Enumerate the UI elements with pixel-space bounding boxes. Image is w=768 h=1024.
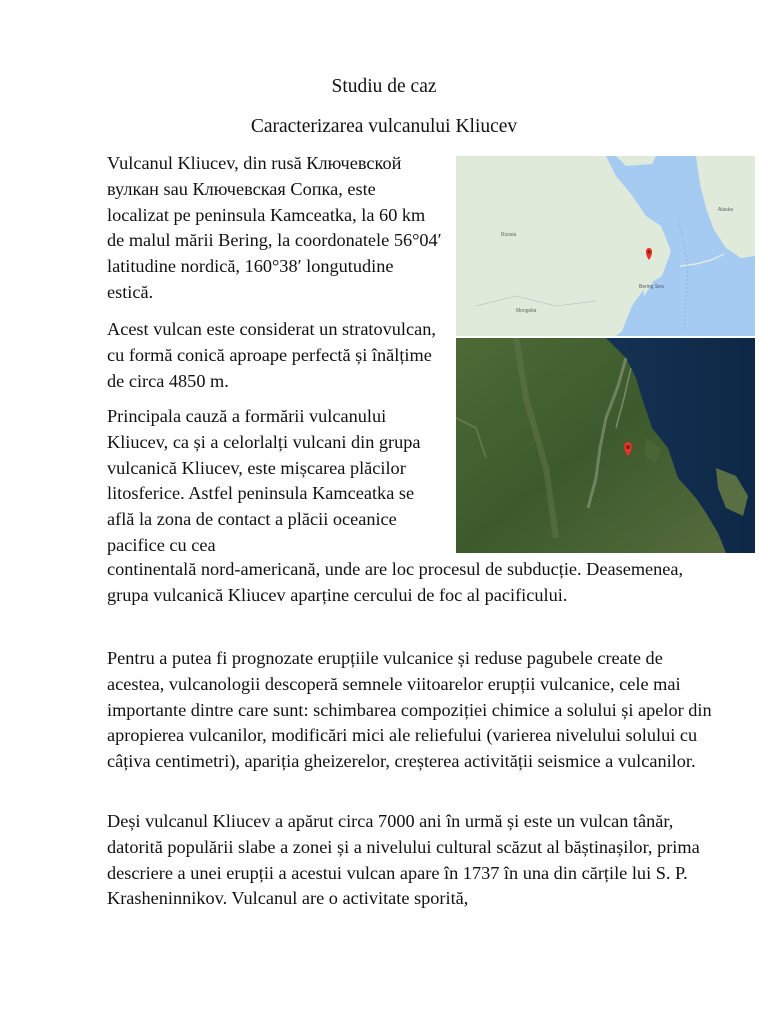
paragraph: Deși vulcanul Kliucev a apărut circa 7000 ani în urmă și este un vulcan tânăr, datorită populării slabe a zonei și a nivelului cultural scăzut al băștinașilor, prima descriere a unei erupții a acestui vulcan apare în 1737 în una din cărțile lui S. P. Krasheninnikov. Vulcanul are o activitate sporită, [107, 811, 700, 909]
map-label-mongolia: Mongolia [516, 308, 537, 314]
paragraph: Principala cauză a formării vulcanului Kliucev, ca și a celorlalți vulcani din grupa vulcanică Kliucev, este mișcarea plăcilor litosferice. Astfel peninsula Kamceatka se află la zona de contact a plăcii oceanice pacifice cu cea [107, 406, 421, 555]
paragraph: continentală nord-americană, unde are loc procesul de subducție. Deasemenea, grupa vulcanică Kliucev aparține cercului de foc al pacificului. [107, 559, 684, 605]
paragraph: Acest vulcan este considerat un stratovulcan, cu formă conică aproape perfectă și înălțime de circa 4850 m. [107, 319, 436, 391]
paragraph: Pentru a putea fi prognozate erupțiile vulcanice și reduse pagubele create de acestea, vulcanologii descoperă semnele viitoarelor erupții vulcanice, cele mai importante dintre care sunt: schimbarea compoziției chimice a solului și apelor din apropierea vulcanilor, modificări mici ale reliefului (varierea nivelului solului cu câțiva centimetri), apariția gheizerelor, creșterea activității seismice a vulcanilor. [107, 648, 712, 772]
map-label-russia: Russia [501, 232, 517, 238]
overview-map-image [456, 156, 755, 336]
page-title: Studiu de caz [331, 76, 437, 97]
paragraph: Vulcanul Kliucev, din rusă Ключевской вулкан sau Ключевская Сопка, este localizat pe peninsula Kamceatka, la 60 km de malul mării Bering, la coordonatele 56°04′ latitudine nordică, 160°38′ longutudine estică. [107, 153, 442, 302]
map-label-bering-sea: Bering Sea [639, 284, 664, 290]
satellite-map-image [456, 338, 755, 553]
page-subtitle: Caracterizarea vulcanului Kliucev [250, 116, 518, 137]
map-label-alaska: Alaska [718, 207, 734, 213]
